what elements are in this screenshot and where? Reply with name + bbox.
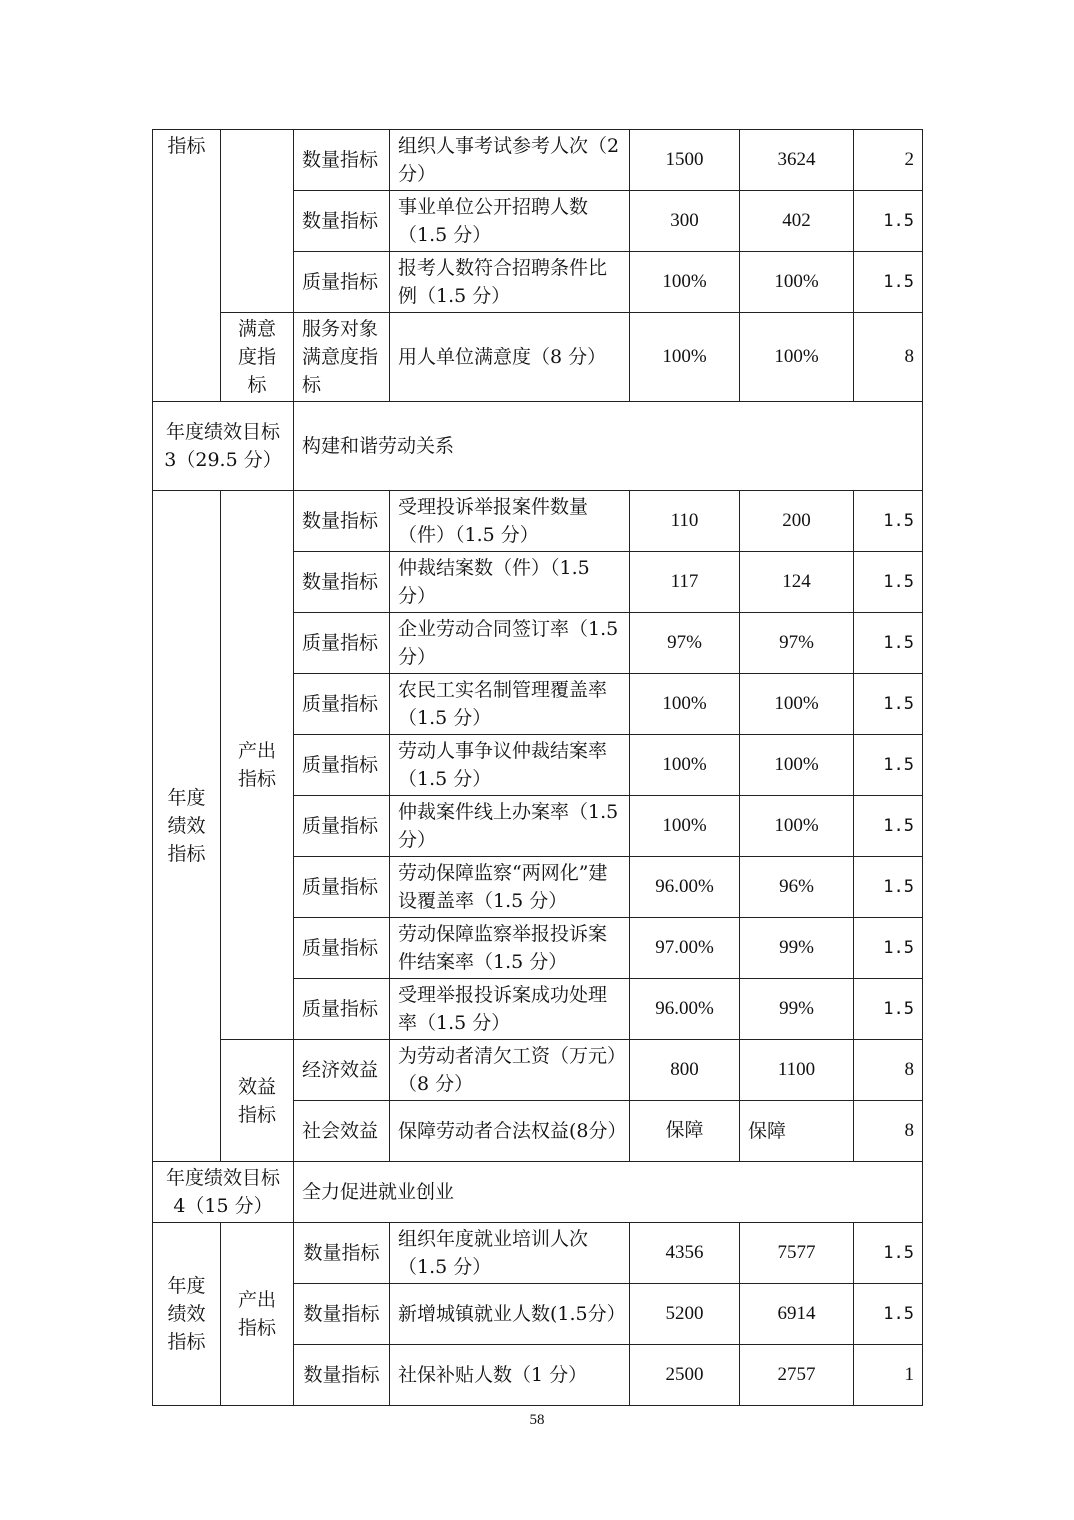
target-value: 保障: [630, 1101, 740, 1162]
target-value: 96.00%: [630, 979, 740, 1040]
goal-label: 年度绩效目标 4（15 分）: [153, 1162, 294, 1223]
score-value: 8: [854, 1101, 923, 1162]
score-value: 1.5: [854, 613, 923, 674]
benefit-category: 效益指标: [221, 1040, 294, 1162]
actual-value: 402: [740, 191, 854, 252]
target-value: 100%: [630, 252, 740, 313]
actual-value: 7577: [740, 1223, 854, 1284]
indicator-name: 农民工实名制管理覆盖率（1.5 分）: [390, 674, 630, 735]
target-value: 117: [630, 552, 740, 613]
score-value: 1.5: [854, 918, 923, 979]
indicator-type: 服务对象满意度指标: [294, 313, 390, 402]
score-value: 1.5: [854, 552, 923, 613]
indicator-name: 用人单位满意度（8 分）: [390, 313, 630, 402]
indicator-name: 仲裁案件线上办案率（1.5 分）: [390, 796, 630, 857]
actual-value: 99%: [740, 979, 854, 1040]
indicator-type: 数量指标: [294, 130, 390, 191]
indicator-name: 组织年度就业培训人次（1.5 分）: [390, 1223, 630, 1284]
page-number: 58: [529, 1412, 545, 1428]
indicator-name: 仲裁结案数（件）（1.5 分）: [390, 552, 630, 613]
target-value: 800: [630, 1040, 740, 1101]
indicator-name: 受理投诉举报案件数量（件）（1.5 分）: [390, 491, 630, 552]
indicator-type: 数量指标: [294, 491, 390, 552]
target-value: 100%: [630, 313, 740, 402]
satisfaction-category: 满意度指标: [221, 313, 294, 402]
actual-value: 保障: [740, 1101, 854, 1162]
indicator-type: 质量指标: [294, 252, 390, 313]
target-value: 100%: [630, 735, 740, 796]
indicator-type: 数量指标: [294, 1345, 390, 1406]
empty-category-cell: [221, 130, 294, 313]
indicator-type: 质量指标: [294, 674, 390, 735]
score-value: 8: [854, 313, 923, 402]
output-category: 产出指标: [221, 1223, 294, 1406]
goal-row: [153, 1162, 923, 1223]
indicator-name: 受理举报投诉案成功处理率（1.5 分）: [390, 979, 630, 1040]
section-label: 年度绩效指标: [153, 1223, 221, 1406]
table-row: [153, 1223, 923, 1284]
score-value: 1: [854, 1345, 923, 1406]
indicator-type: 质量指标: [294, 918, 390, 979]
actual-value: 3624: [740, 130, 854, 191]
actual-value: 100%: [740, 674, 854, 735]
actual-value: 100%: [740, 796, 854, 857]
actual-value: 100%: [740, 735, 854, 796]
indicator-type: 数量指标: [294, 191, 390, 252]
indicator-type: 数量指标: [294, 1223, 390, 1284]
indicator-name: 社保补贴人数（1 分）: [390, 1345, 630, 1406]
actual-value: 100%: [740, 252, 854, 313]
score-value: 1.5: [854, 252, 923, 313]
score-value: 1.5: [854, 1223, 923, 1284]
target-value: 96.00%: [630, 857, 740, 918]
output-category: 产出指标: [221, 491, 294, 1040]
indicator-name: 报考人数符合招聘条件比例（1.5 分）: [390, 252, 630, 313]
goal-text: 全力促进就业创业: [294, 1162, 923, 1223]
indicator-name: 劳动保障监察举报投诉案件结案率（1.5 分）: [390, 918, 630, 979]
target-value: 110: [630, 491, 740, 552]
target-value: 5200: [630, 1284, 740, 1345]
indicator-type: 质量指标: [294, 613, 390, 674]
score-value: 1.5: [854, 857, 923, 918]
score-value: 8: [854, 1040, 923, 1101]
indicator-name: 保障劳动者合法权益(8分）: [390, 1101, 630, 1162]
score-value: 1.5: [854, 979, 923, 1040]
actual-value: 96%: [740, 857, 854, 918]
score-value: 1.5: [854, 735, 923, 796]
actual-value: 97%: [740, 613, 854, 674]
indicator-label: 指标: [153, 130, 221, 402]
target-value: 97%: [630, 613, 740, 674]
indicator-name: 事业单位公开招聘人数（1.5 分）: [390, 191, 630, 252]
indicator-type: 质量指标: [294, 796, 390, 857]
indicator-type: 质量指标: [294, 857, 390, 918]
table-row: [153, 313, 923, 402]
target-value: 97.00%: [630, 918, 740, 979]
actual-value: 2757: [740, 1345, 854, 1406]
indicator-type: 经济效益: [294, 1040, 390, 1101]
target-value: 4356: [630, 1223, 740, 1284]
section-label: 年度绩效指标: [153, 491, 221, 1162]
table-row: [153, 491, 923, 552]
indicator-name: 为劳动者清欠工资（万元）（8 分）: [390, 1040, 630, 1101]
table-row: [153, 130, 923, 191]
indicator-name: 组织人事考试参考人次（2 分）: [390, 130, 630, 191]
indicator-type: 数量指标: [294, 552, 390, 613]
goal-label: 年度绩效目标 3（29.5 分）: [153, 402, 294, 491]
target-value: 300: [630, 191, 740, 252]
actual-value: 6914: [740, 1284, 854, 1345]
actual-value: 99%: [740, 918, 854, 979]
table-row: [153, 1040, 923, 1101]
performance-table: [152, 129, 923, 1406]
indicator-name: 劳动人事争议仲裁结案率（1.5 分）: [390, 735, 630, 796]
target-value: 1500: [630, 130, 740, 191]
indicator-name: 企业劳动合同签订率（1.5 分）: [390, 613, 630, 674]
actual-value: 124: [740, 552, 854, 613]
goal-text: 构建和谐劳动关系: [294, 402, 923, 491]
actual-value: 200: [740, 491, 854, 552]
actual-value: 1100: [740, 1040, 854, 1101]
indicator-type: 社会效益: [294, 1101, 390, 1162]
indicator-name: 劳动保障监察“两网化”建设覆盖率（1.5 分）: [390, 857, 630, 918]
indicator-type: 数量指标: [294, 1284, 390, 1345]
indicator-type: 质量指标: [294, 979, 390, 1040]
score-value: 1.5: [854, 1284, 923, 1345]
indicator-type: 质量指标: [294, 735, 390, 796]
target-value: 2500: [630, 1345, 740, 1406]
score-value: 1.5: [854, 191, 923, 252]
score-value: 1.5: [854, 796, 923, 857]
indicator-name: 新增城镇就业人数(1.5分）: [390, 1284, 630, 1345]
actual-value: 100%: [740, 313, 854, 402]
target-value: 100%: [630, 674, 740, 735]
score-value: 2: [854, 130, 923, 191]
goal-row: [153, 402, 923, 491]
score-value: 1.5: [854, 491, 923, 552]
target-value: 100%: [630, 796, 740, 857]
score-value: 1.5: [854, 674, 923, 735]
